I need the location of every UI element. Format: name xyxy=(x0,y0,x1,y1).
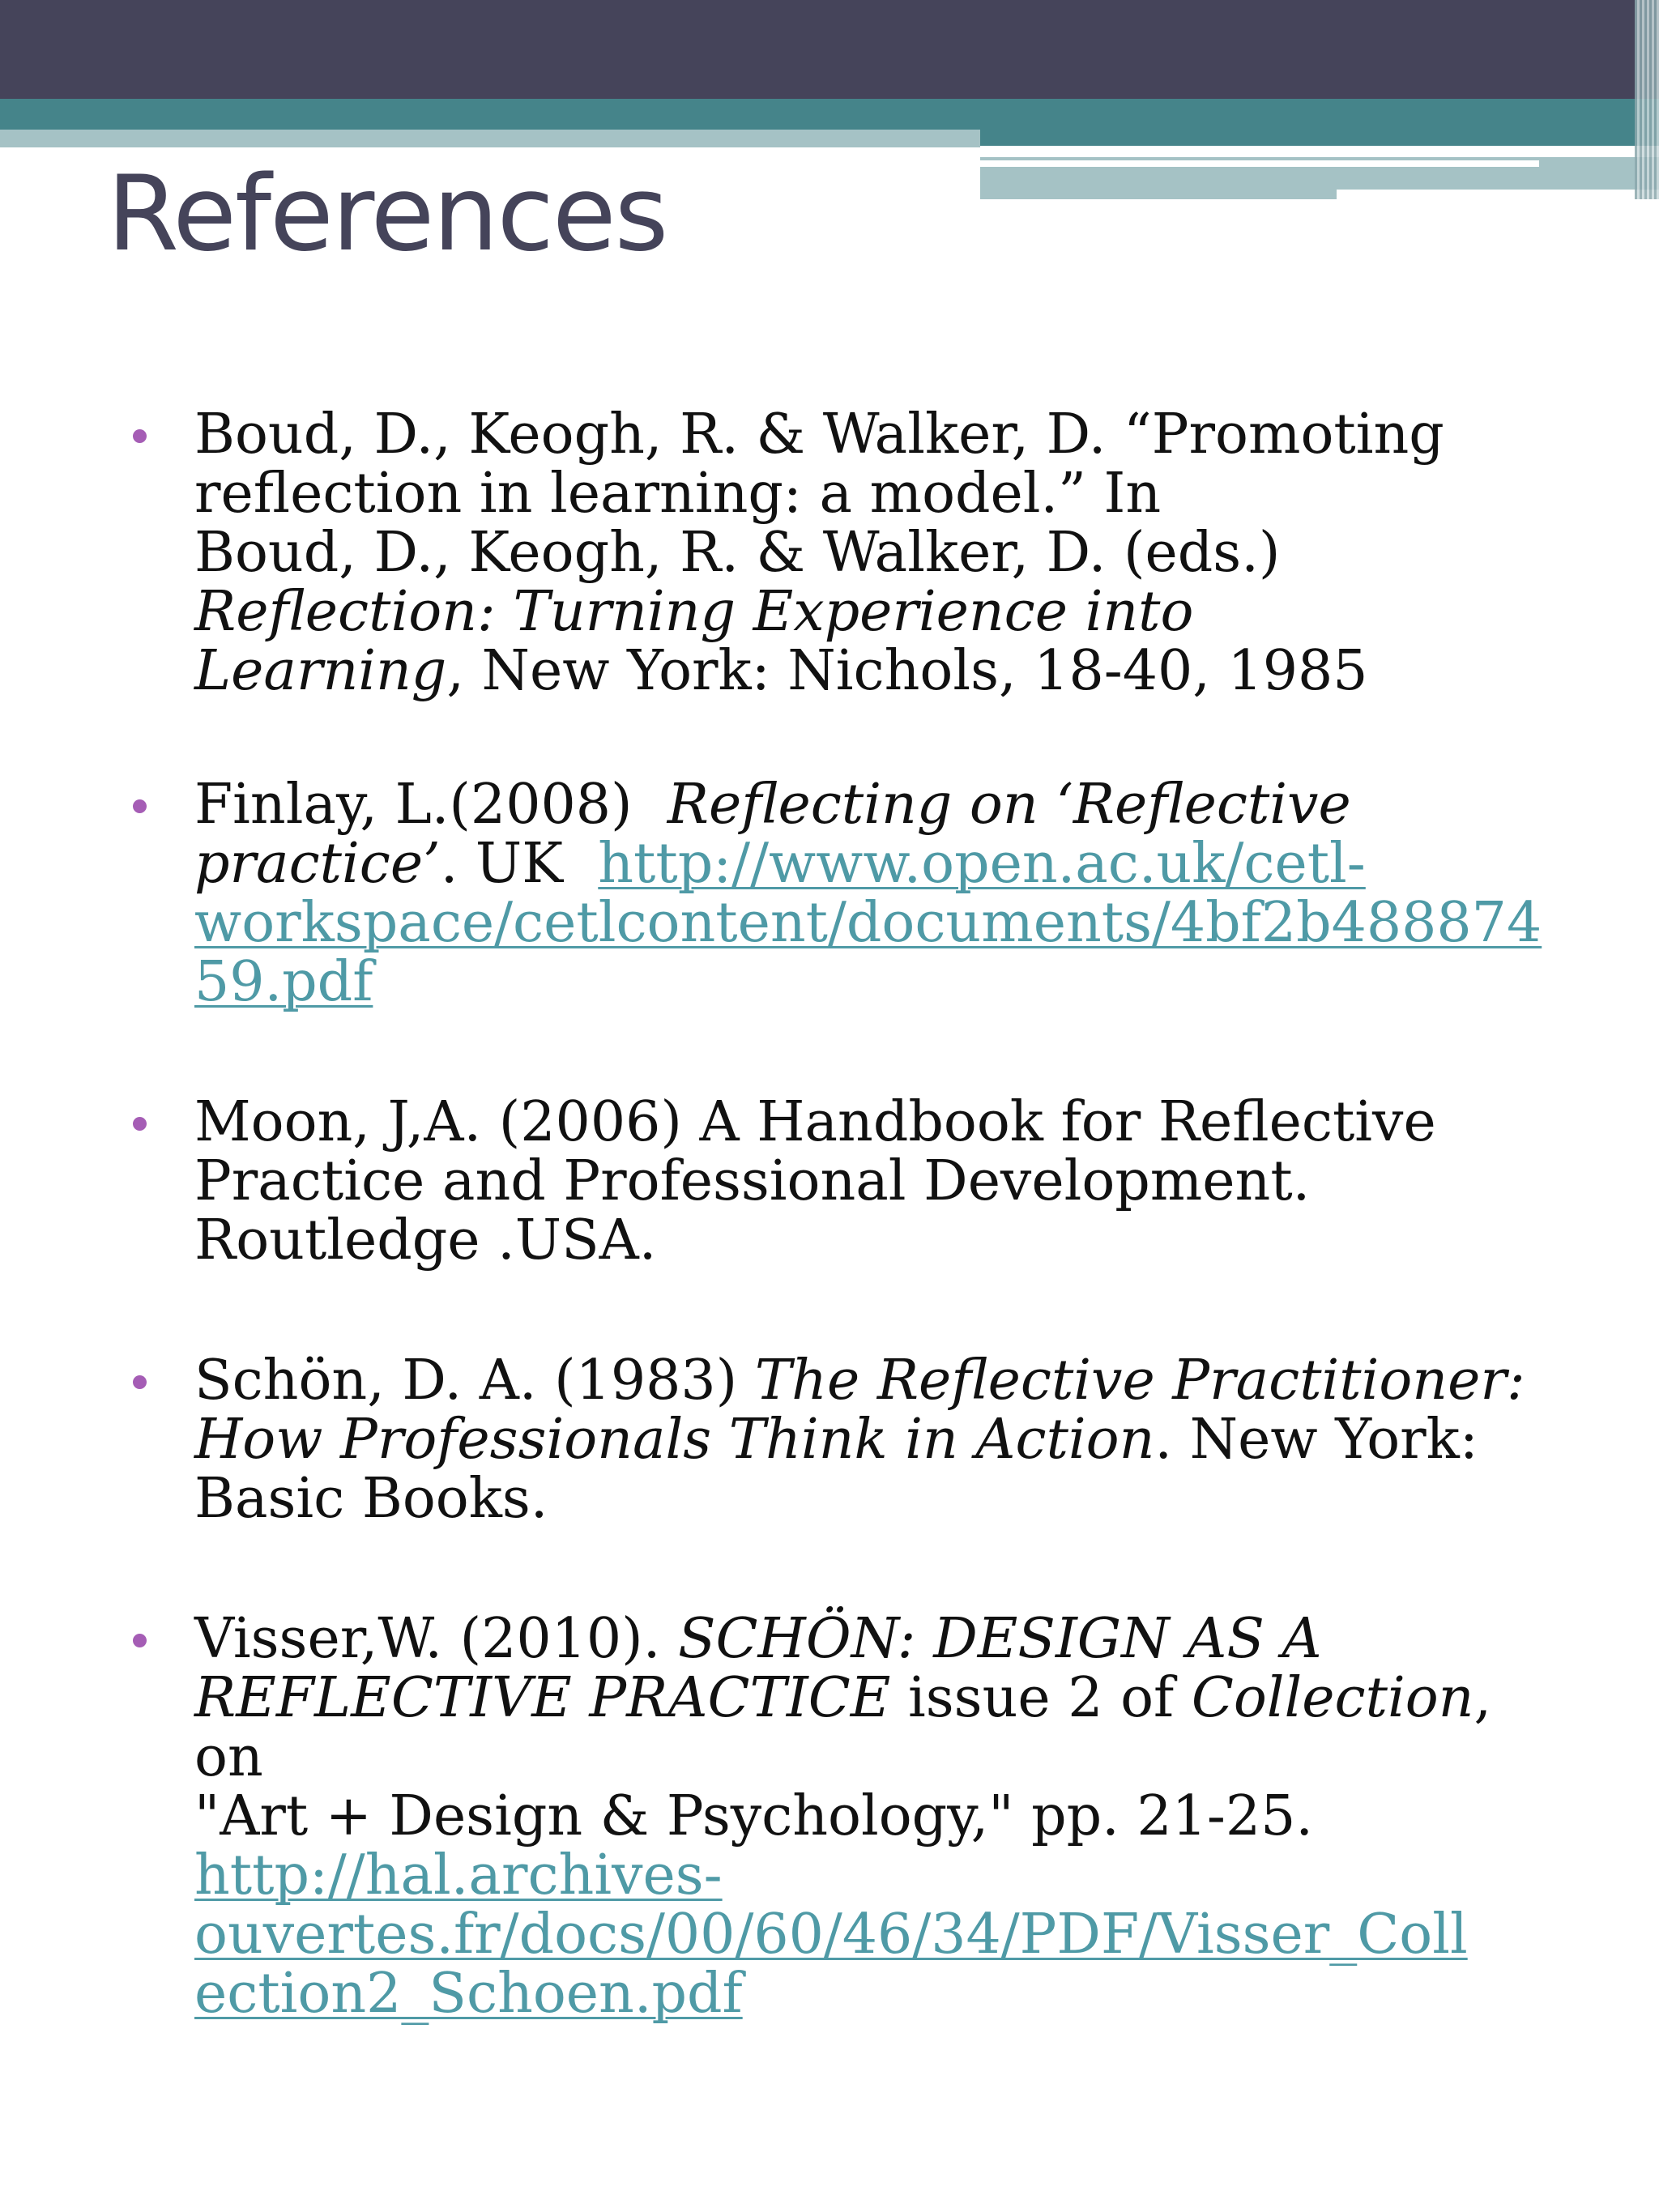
header-dark-band xyxy=(0,0,1659,99)
reference-item-moon: Moon, J,A. (2006) A Handbook for Reflective Practice and Professional Development. Routledge .USA. xyxy=(130,1093,1563,1270)
finlay-link[interactable]: http://www.open.ac.uk/cetl- workspace/cetlcontent/documents/4bf2b488874 59.pdf xyxy=(194,832,1542,1014)
bullet-icon xyxy=(133,1634,147,1647)
header-stripe xyxy=(980,147,1659,157)
reference-list xyxy=(130,405,1563,2098)
bullet-icon xyxy=(133,799,147,813)
bullet-icon xyxy=(133,1117,147,1131)
bullet-icon xyxy=(133,429,147,443)
bullet-icon xyxy=(133,1375,147,1389)
header-light-band xyxy=(0,130,980,147)
reference-item-finlay: Finlay, L.(2008) Reflecting on ‘Reflective practice’. UK http://www.open.ac.uk/cetl- workspace/cetlcontent/documents/4bf2b488874 59.pdf xyxy=(130,775,1563,1012)
page-title: References xyxy=(107,154,667,275)
reference-item-schon: Schön, D. A. (1983) The Reflective Practitioner: How Professionals Think in Action. New York: Basic Books. xyxy=(130,1351,1563,1528)
reference-item-visser: Visser,W. (2010). SCHÖN: DESIGN AS A REFLECTIVE PRACTICE issue 2 of Collection, on "Art + Design & Psychology," pp. 21-25. http://hal.archives- ouvertes.fr/docs/00/60/46/34/PDF/Visser_Coll ection2_Schoen.pdf xyxy=(130,1609,1563,2023)
header-stripe xyxy=(1337,190,1659,199)
visser-link[interactable]: http://hal.archives- ouvertes.fr/docs/00/60/46/34/PDF/Visser_Coll ection2_Schoen.pdf xyxy=(194,1843,1468,2026)
header-edge-lines xyxy=(1635,0,1659,199)
header-stripe xyxy=(980,160,1539,167)
reference-item-boud: Boud, D., Keogh, R. & Walker, D. “Promoting reflection in learning: a model.” In Boud, D., Keogh, R. & Walker, D. (eds.) Reflection: Turning Experience into Learning, New York: Nichols, 18-40, 1985 xyxy=(130,405,1563,701)
